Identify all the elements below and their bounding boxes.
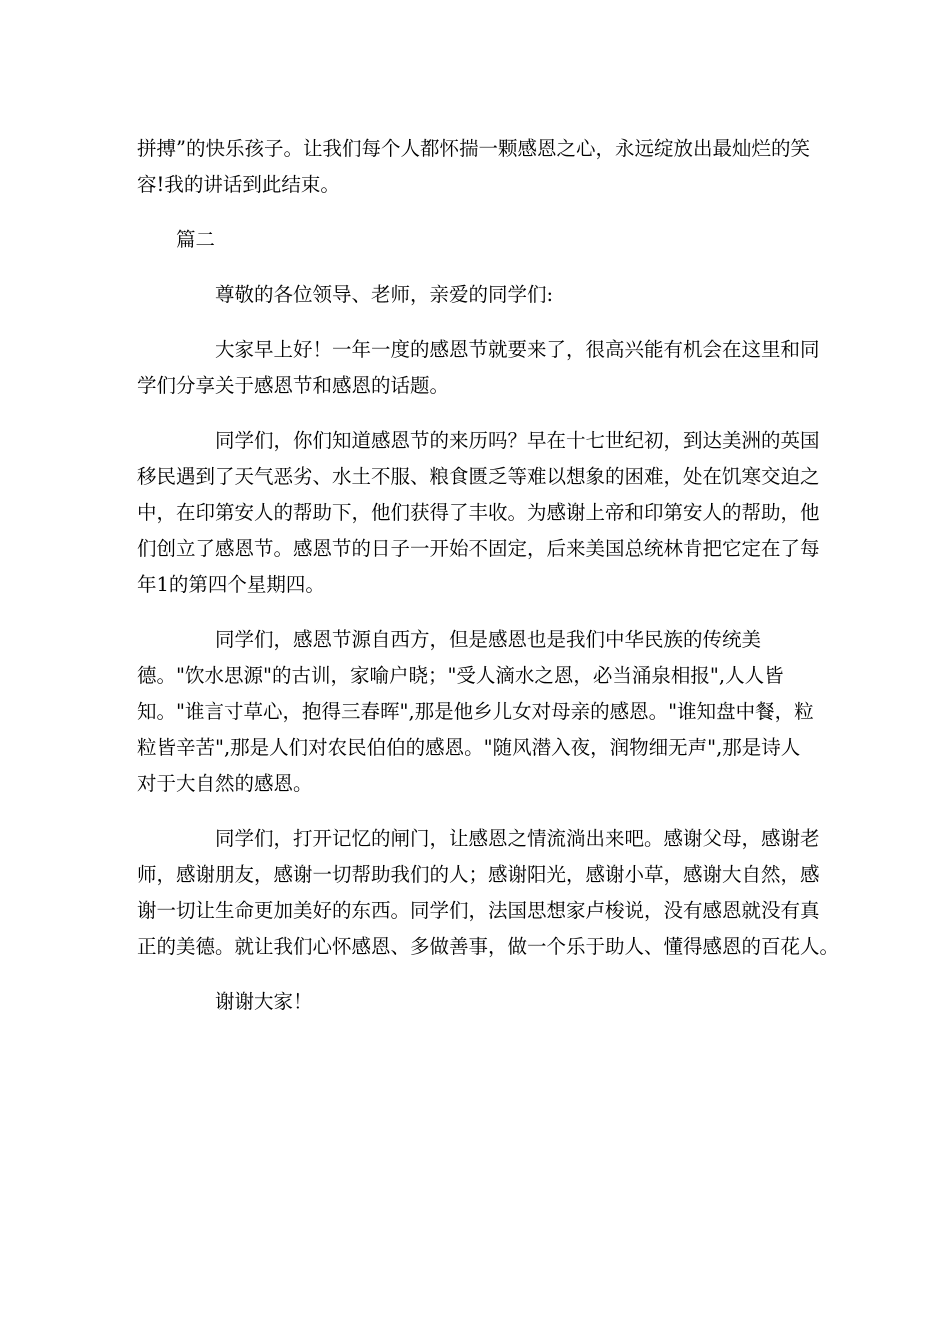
- text-line: 同学们，打开记忆的闸门，让感恩之情流淌出来吧。感谢父母，感谢老: [215, 827, 820, 850]
- text-line: 粒皆辛苦",那是人们对农民伯伯的感恩。"随风潜入夜，润物细无声",那是诗人: [137, 736, 801, 759]
- text-line: 们创立了感恩节。感恩节的日子一开始不固定，后来美国总统林肯把它定在了每: [137, 537, 820, 560]
- text-line: 同学们，你们知道感恩节的来历吗？早在十七世纪初，到达美洲的英国: [215, 429, 820, 452]
- text-line: 拼搏”的快乐孩子。让我们每个人都怀揣一颗感恩之心，永远绽放出最灿烂的笑: [137, 137, 810, 160]
- text-line: 容!我的讲话到此结束。: [137, 173, 340, 196]
- text-line: 移民遇到了天气恶劣、水土不服、粮食匮乏等难以想象的困难，处在饥寒交迫之: [137, 465, 820, 488]
- section-heading: 篇二: [176, 228, 216, 251]
- text-line: 谢一切让生命更加美好的东西。同学们，法国思想家卢梭说，没有感恩就没有真: [137, 899, 820, 922]
- closing-line: 谢谢大家！: [215, 990, 313, 1013]
- salutation: 尊敬的各位领导、老师，亲爱的同学们:: [215, 283, 554, 306]
- text-line: 年1的第四个星期四。: [137, 573, 325, 596]
- text-line: 师，感谢朋友，感谢一切帮助我们的人；感谢阳光，感谢小草，感谢大自然，感: [137, 863, 820, 886]
- text-line: 同学们，感恩节源自西方，但是感恩也是我们中华民族的传统美: [215, 628, 762, 651]
- text-line: 大家早上好！一年一度的感恩节就要来了，很高兴能有机会在这里和同: [215, 338, 820, 361]
- text-line: 对于大自然的感恩。: [137, 772, 313, 795]
- text-line: 学们分享关于感恩节和感恩的话题。: [137, 374, 450, 397]
- text-line: 德。"饮水思源"的古训，家喻户晓；"受人滴水之恩，必当涌泉相报",人人皆: [137, 664, 784, 687]
- text-line: 正的美德。就让我们心怀感恩、多做善事，做一个乐于助人、懂得感恩的百花人。: [137, 935, 840, 958]
- text-line: 中，在印第安人的帮助下，他们获得了丰收。为感谢上帝和印第安人的帮助，他: [137, 501, 820, 524]
- text-line: 知。"谁言寸草心，抱得三春晖",那是他乡儿女对母亲的感恩。"谁知盘中餐，粒: [137, 700, 814, 723]
